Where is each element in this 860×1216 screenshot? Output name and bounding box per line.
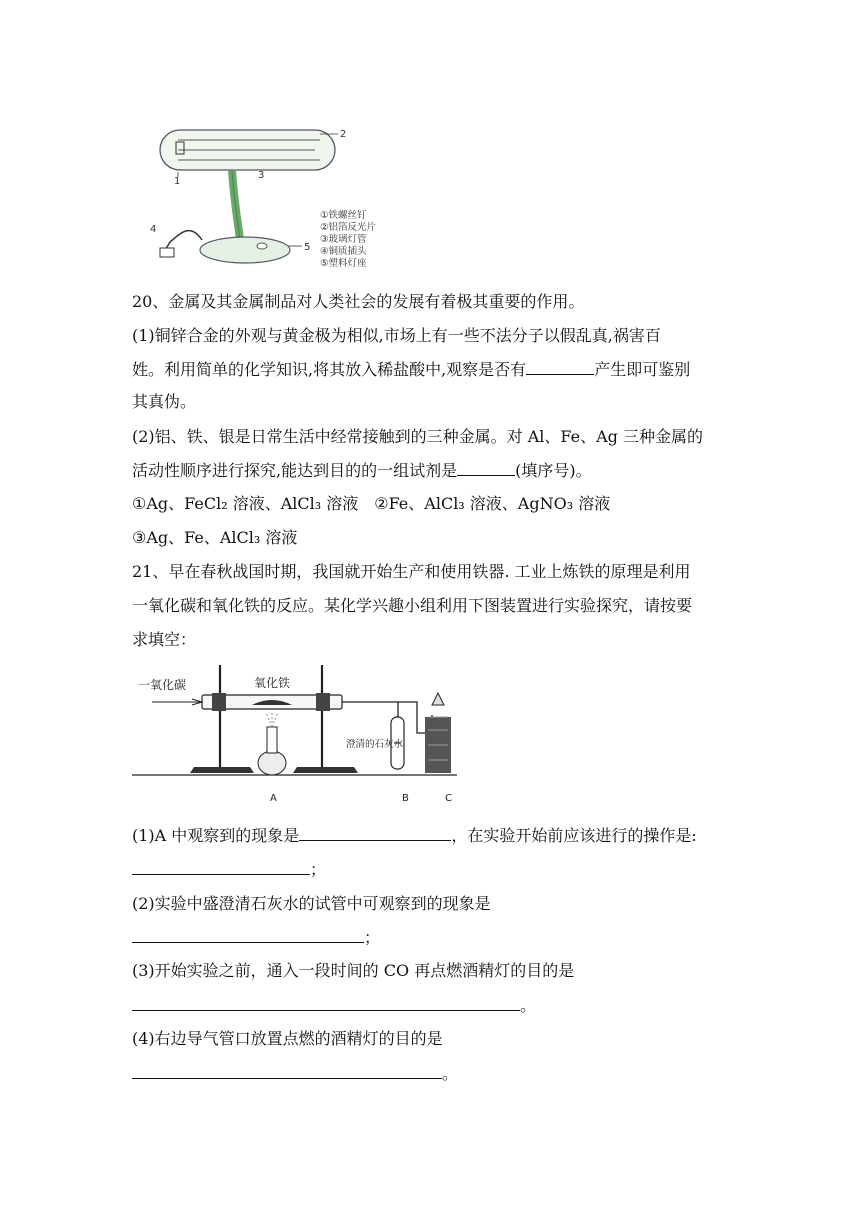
q21-sub4-text-b: 。	[442, 1064, 459, 1083]
answer-blank-21-4[interactable]	[132, 1062, 442, 1079]
q20-part2-text-a: 活动性顺序进行探究,能达到目的的一组试剂是	[132, 461, 458, 480]
label-carbon-monoxide: 一氧化碳	[138, 678, 187, 692]
q21-sub1-line1	[132, 824, 697, 847]
desk-lamp-figure	[150, 122, 410, 272]
legend-item: ②铝箔反光片	[320, 222, 377, 233]
q20-part2-text-b: (填序号)。	[515, 461, 592, 480]
q21-stem-line2: 一氧化碳和氧化铁的反应。某化学兴趣小组利用下图装置进行实验探究，请按要	[132, 596, 693, 615]
q20-part1-text-a: 姓。利用简单的化学知识,将其放入稀盐酸中,观察是否有	[132, 360, 527, 379]
legend-item: ④铜质插头	[320, 246, 367, 257]
callout-4: 4	[150, 224, 157, 235]
q21-sub1-text-b: ，在实验开始前应该进行的操作是:	[451, 826, 697, 845]
legend-item: ①铁螺丝钉	[320, 210, 367, 221]
q20-part1-line2	[132, 358, 690, 381]
callout-1: 1	[174, 176, 181, 187]
label-c: C	[445, 793, 452, 804]
q20-part2-line1: (2)铝、铁、银是日常生活中经常接触到的三种金属。对 Al、Fe、Ag 三种金属的	[132, 427, 704, 446]
answer-blank-20-2[interactable]	[457, 459, 515, 476]
apparatus-figure	[132, 655, 462, 805]
q21-sub3-line2	[132, 994, 536, 1017]
answer-blank-21-3[interactable]	[132, 994, 520, 1011]
q21-sub1-text-c: ；	[310, 860, 327, 879]
q21-sub3-text-b: 。	[520, 996, 537, 1015]
label-b: B	[402, 793, 409, 804]
q20-options-row	[132, 493, 610, 515]
q21-sub4-line2	[132, 1062, 458, 1085]
answer-blank-21-1b[interactable]	[132, 858, 310, 875]
q20-part1-line3: 其真伪。	[132, 392, 197, 411]
q21-sub2-line2	[132, 926, 380, 949]
label-a: A	[270, 793, 277, 804]
option-3: ③Ag、Fe、AlCl₃ 溶液	[132, 528, 298, 547]
answer-blank-21-1a[interactable]	[299, 824, 451, 841]
q21-sub1-line2	[132, 858, 326, 881]
q21-sub3-line1: (3)开始实验之前，通入一段时间的 CO 再点燃酒精灯的目的是	[132, 961, 575, 980]
q21-stem-line3: 求填空：	[132, 630, 197, 649]
legend-item: ③玻璃灯管	[320, 234, 367, 245]
q21-sub2-text-b: ；	[364, 928, 381, 947]
q20-stem: 20、金属及其金属制品对人类社会的发展有着极其重要的作用。	[132, 292, 585, 311]
q20-part1-text-b: 产生即可鉴别	[594, 360, 691, 379]
q21-sub1-text-a: (1)A 中观察到的现象是	[132, 826, 300, 845]
label-limewater: 澄清的石灰水	[346, 739, 404, 750]
q21-sub4-line1: (4)右边导气管口放置点燃的酒精灯的目的是	[132, 1029, 443, 1048]
q20-part1-line1: (1)铜锌合金的外观与黄金极为相似,市场上有一些不法分子以假乱真,祸害百	[132, 326, 661, 345]
answer-blank-20-1[interactable]	[526, 358, 594, 375]
q20-part2-line2	[132, 459, 592, 482]
answer-blank-21-2[interactable]	[132, 926, 364, 943]
lamp-legend	[320, 209, 377, 269]
option-2: ②Fe、AlCl₃ 溶液、AgNO₃ 溶液	[374, 494, 611, 513]
label-iron-oxide: 氧化铁	[254, 676, 291, 690]
option-1: ①Ag、FeCl₂ 溶液、AlCl₃ 溶液	[132, 494, 359, 513]
callout-5: 5	[304, 242, 311, 253]
q21-stem-line1: 21、早在春秋战国时期，我国就开始生产和使用铁器. 工业上炼铁的原理是利用	[132, 562, 691, 581]
legend-item: ⑤塑料灯座	[320, 258, 367, 269]
q21-sub2-line1: (2)实验中盛澄清石灰水的试管中可观察到的现象是	[132, 894, 491, 913]
callout-3: 3	[258, 170, 265, 181]
callout-2: 2	[340, 129, 347, 140]
